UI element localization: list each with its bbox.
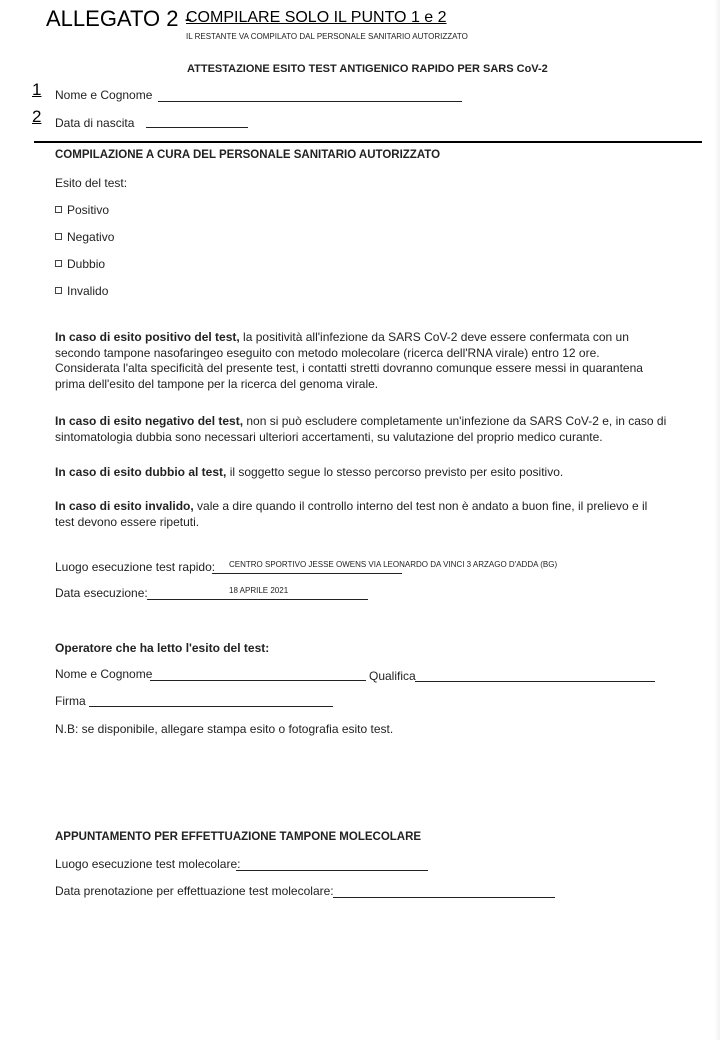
checkbox-icon[interactable] xyxy=(55,206,62,213)
paragraph-bold: In caso di esito invalido, xyxy=(55,499,194,513)
page-edge-shadow xyxy=(714,0,720,1040)
option-label: Dubbio xyxy=(67,257,106,271)
operatore-nome-field[interactable] xyxy=(150,680,366,681)
paragraph-bold: In caso di esito dubbio al test, xyxy=(55,465,227,479)
luogo-esecuzione-value: CENTRO SPORTIVO JESSE OWENS VIA LEONARDO DA VINCI 3 ARZAGO D'ADDA (BG) xyxy=(229,560,558,569)
operatore-title: Operatore che ha letto l'esito del test: xyxy=(55,641,270,655)
operatore-nome-label: Nome e Cognome xyxy=(55,667,153,681)
data-nascita-label: Data di nascita xyxy=(55,116,135,130)
paragraph-text: il soggetto segue lo stesso percorso previsto per esito positivo. xyxy=(226,465,564,479)
nb-note: N.B: se disponibile, allegare stampa esito o fotografia esito test. xyxy=(55,722,394,736)
esito-label: Esito del test: xyxy=(55,176,128,190)
checkbox-icon[interactable] xyxy=(55,233,62,240)
nome-cognome-field[interactable] xyxy=(158,101,462,102)
appuntamento-title: APPUNTAMENTO PER EFFETTUAZIONE TAMPONE MOLECOLARE xyxy=(55,831,422,843)
paragraph-bold: In caso di esito negativo del test, xyxy=(55,414,244,428)
staff-section-title: COMPILAZIONE A CURA DEL PERSONALE SANITARIO AUTORIZZATO xyxy=(55,149,441,161)
data-nascita-field[interactable] xyxy=(146,127,248,128)
option-positivo[interactable] xyxy=(55,203,109,217)
paragraph-text: non si può escludere completamente un'infezione da SARS CoV-2 e, in caso di sintomatologia dubbia sono necessari ulteriori accertamenti, su valutazione del proprio medico curante. xyxy=(55,414,667,444)
firma-field[interactable] xyxy=(89,706,333,707)
option-negativo[interactable] xyxy=(55,230,114,244)
option-label: Invalido xyxy=(67,284,109,298)
paragraph-bold: In caso di esito positivo del test, xyxy=(55,330,240,344)
luogo-esecuzione-label: Luogo esecuzione test rapido: xyxy=(55,560,216,574)
paragraph-text: la positività all'infezione da SARS CoV-2 deve essere confermata con un secondo tampone nasofaringeo eseguito con metodo molecolare (ricerca dell'RNA virale) entro 12 ore. xyxy=(55,330,629,360)
data-prenotazione-field[interactable] xyxy=(333,897,555,898)
paragraph-text: Considerata l'alta specificità del presente test, i contatti stretti dovranno comunque essere messi in quarantena prima dell'esito del tampone per la ricerca del genoma virale. xyxy=(55,361,643,391)
paragraph-dubbio xyxy=(55,465,667,481)
option-label: Negativo xyxy=(67,230,115,244)
option-dubbio[interactable] xyxy=(55,257,105,271)
checkbox-icon[interactable] xyxy=(55,260,62,267)
nome-cognome-label: Nome e Cognome xyxy=(55,88,153,102)
paragraph-invalido xyxy=(55,499,667,530)
document-title: ATTESTAZIONE ESITO TEST ANTIGENICO RAPIDO PER SARS CoV-2 xyxy=(187,63,548,75)
qualifica-label: Qualifica xyxy=(369,669,416,683)
paragraph-text: vale a dire quando il controllo interno del test non è andato a buon fine, il prelievo e il test devono essere ripetuti. xyxy=(55,499,648,529)
option-invalido[interactable] xyxy=(55,284,108,298)
allegato-label: ALLEGATO 2 - xyxy=(46,6,192,31)
data-esecuzione-label: Data esecuzione: xyxy=(55,586,148,600)
checkbox-icon[interactable] xyxy=(55,287,62,294)
qualifica-field[interactable] xyxy=(415,681,655,682)
data-esecuzione-field[interactable] xyxy=(147,599,368,600)
restante-note: IL RESTANTE VA COMPILATO DAL PERSONALE SANITARIO AUTORIZZATO xyxy=(186,32,468,41)
firma-label: Firma xyxy=(55,694,86,708)
luogo-esecuzione-field[interactable] xyxy=(212,573,402,574)
option-label: Positivo xyxy=(67,203,110,217)
luogo-molecolare-label: Luogo esecuzione test molecolare: xyxy=(55,857,241,871)
section-divider xyxy=(34,141,702,143)
data-esecuzione-value: 18 APRILE 2021 xyxy=(229,586,289,595)
field-number-1: 1 xyxy=(32,80,42,99)
paragraph-negativo xyxy=(55,414,667,445)
paragraph-positivo xyxy=(55,330,667,392)
data-prenotazione-label: Data prenotazione per effettuazione test molecolare: xyxy=(55,884,334,898)
luogo-molecolare-field[interactable] xyxy=(236,870,428,871)
compilare-instruction: COMPILARE SOLO IL PUNTO 1 e 2 xyxy=(186,9,447,26)
field-number-2: 2 xyxy=(32,107,42,126)
